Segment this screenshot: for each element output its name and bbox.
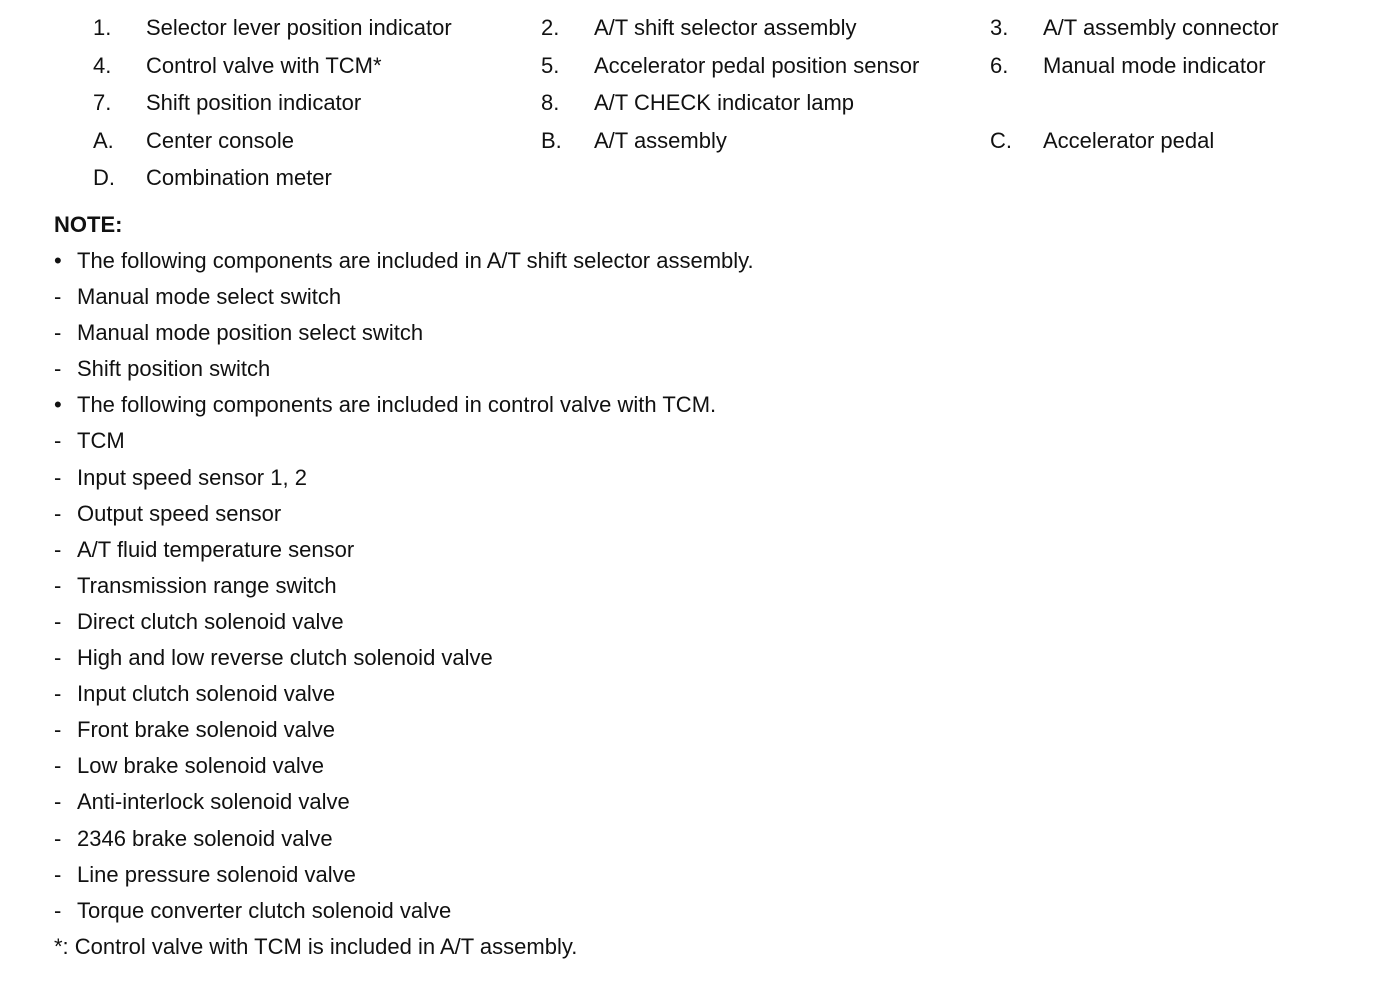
note-line-text: Transmission range switch	[77, 572, 337, 598]
dash-marker: -	[54, 717, 62, 743]
note-line-text: Line pressure solenoid valve	[77, 861, 356, 887]
legend-row	[0, 47, 1376, 85]
legend-label: A/T assembly connector	[1043, 15, 1279, 40]
legend-key: B.	[541, 127, 562, 153]
note-line-text: Front brake solenoid valve	[77, 717, 336, 743]
legend-key: C.	[990, 127, 1012, 153]
legend-label: Combination meter	[146, 165, 332, 190]
note-line-text: Output speed sensor	[77, 500, 282, 526]
note-sub-item	[54, 568, 1354, 604]
bullet-marker: •	[54, 248, 62, 273]
legend-label: Shift position indicator	[146, 90, 362, 115]
note-sub-item	[54, 423, 1354, 459]
note-sub-item	[54, 712, 1354, 748]
dash-marker: -	[54, 356, 62, 382]
note-line-text: Torque converter clutch solenoid valve	[77, 897, 452, 923]
note-sub-item	[54, 784, 1354, 820]
legend-key: 3.	[990, 15, 1009, 40]
dash-marker: -	[54, 500, 62, 526]
dash-marker: -	[54, 572, 62, 598]
note-line-text: The following components are included in control valve with TCM.	[77, 392, 717, 418]
note-line-text: TCM	[77, 428, 125, 454]
dash-marker: -	[54, 464, 62, 490]
legend-key: 8.	[541, 90, 560, 115]
note-heading: NOTE:	[54, 212, 123, 237]
legend-label: Manual mode indicator	[1043, 52, 1266, 78]
legend-label: A/T CHECK indicator lamp	[594, 90, 855, 115]
dash-marker: -	[54, 897, 62, 923]
legend-label: Selector lever position indicator	[146, 15, 452, 40]
note-sub-item	[54, 604, 1354, 640]
note-bullet-line	[54, 387, 1354, 423]
note-line-text: Low brake solenoid valve	[77, 753, 325, 779]
legend-row	[0, 84, 1376, 122]
bullet-marker: •	[54, 392, 62, 418]
dash-marker: -	[54, 789, 62, 815]
dash-marker: -	[54, 536, 62, 562]
legend-key: 4.	[93, 52, 112, 78]
note-line-text: Input clutch solenoid valve	[77, 681, 336, 707]
dash-marker: -	[54, 825, 62, 851]
legend-key: 6.	[990, 52, 1009, 78]
dash-marker: -	[54, 861, 62, 887]
dash-marker: -	[54, 608, 62, 634]
note-sub-item	[54, 893, 1354, 929]
note-sub-item	[54, 676, 1354, 712]
note-line-text: 2346 brake solenoid valve	[77, 825, 333, 851]
legend-key: A.	[93, 127, 114, 153]
note-line-text: Input speed sensor 1, 2	[77, 464, 307, 490]
legend-label: Center console	[146, 127, 294, 153]
note-sub-item	[54, 821, 1354, 857]
legend-key: 2.	[541, 15, 560, 40]
dash-marker: -	[54, 428, 62, 454]
note-line-text: High and low reverse clutch solenoid valve	[77, 645, 493, 671]
note-sub-item	[54, 640, 1354, 676]
dash-marker: -	[54, 681, 62, 707]
footnote: *: Control valve with TCM is included in A/T assembly.	[54, 933, 578, 959]
note-line-text: Anti-interlock solenoid valve	[77, 789, 350, 815]
legend-key: 5.	[541, 52, 560, 78]
note-sub-item	[54, 496, 1354, 532]
note-line-text: A/T fluid temperature sensor	[77, 536, 355, 562]
note-section	[54, 207, 1354, 965]
legend-label: A/T assembly	[594, 127, 727, 153]
note-sub-item	[54, 532, 1354, 568]
note-sub-item	[54, 460, 1354, 496]
dash-marker: -	[54, 320, 62, 346]
component-legend	[0, 9, 1376, 197]
note-sub-item	[54, 279, 1354, 315]
note-line-text: Direct clutch solenoid valve	[77, 608, 344, 634]
note-sub-item	[54, 315, 1354, 351]
note-sub-item	[54, 748, 1354, 784]
legend-label: Accelerator pedal position sensor	[594, 52, 920, 78]
legend-key: 1.	[93, 15, 112, 40]
legend-row	[0, 122, 1376, 160]
dash-marker: -	[54, 753, 62, 779]
note-line-text: The following components are included in A/T shift selector assembly.	[77, 248, 754, 273]
legend-key: D.	[93, 165, 115, 190]
legend-label: Accelerator pedal	[1043, 127, 1215, 153]
legend-row	[0, 159, 1376, 197]
note-line-text: Shift position switch	[77, 356, 271, 382]
legend-row	[0, 9, 1376, 47]
note-line-text: Manual mode select switch	[77, 284, 342, 310]
legend-key: 7.	[93, 90, 112, 115]
legend-label: Control valve with TCM*	[146, 52, 382, 78]
note-sub-item	[54, 351, 1354, 387]
note-bullet-line	[54, 243, 1354, 279]
note-line-text: Manual mode position select switch	[77, 320, 424, 346]
dash-marker: -	[54, 645, 62, 671]
note-sub-item	[54, 857, 1354, 893]
legend-label: A/T shift selector assembly	[594, 15, 857, 40]
dash-marker: -	[54, 284, 62, 310]
